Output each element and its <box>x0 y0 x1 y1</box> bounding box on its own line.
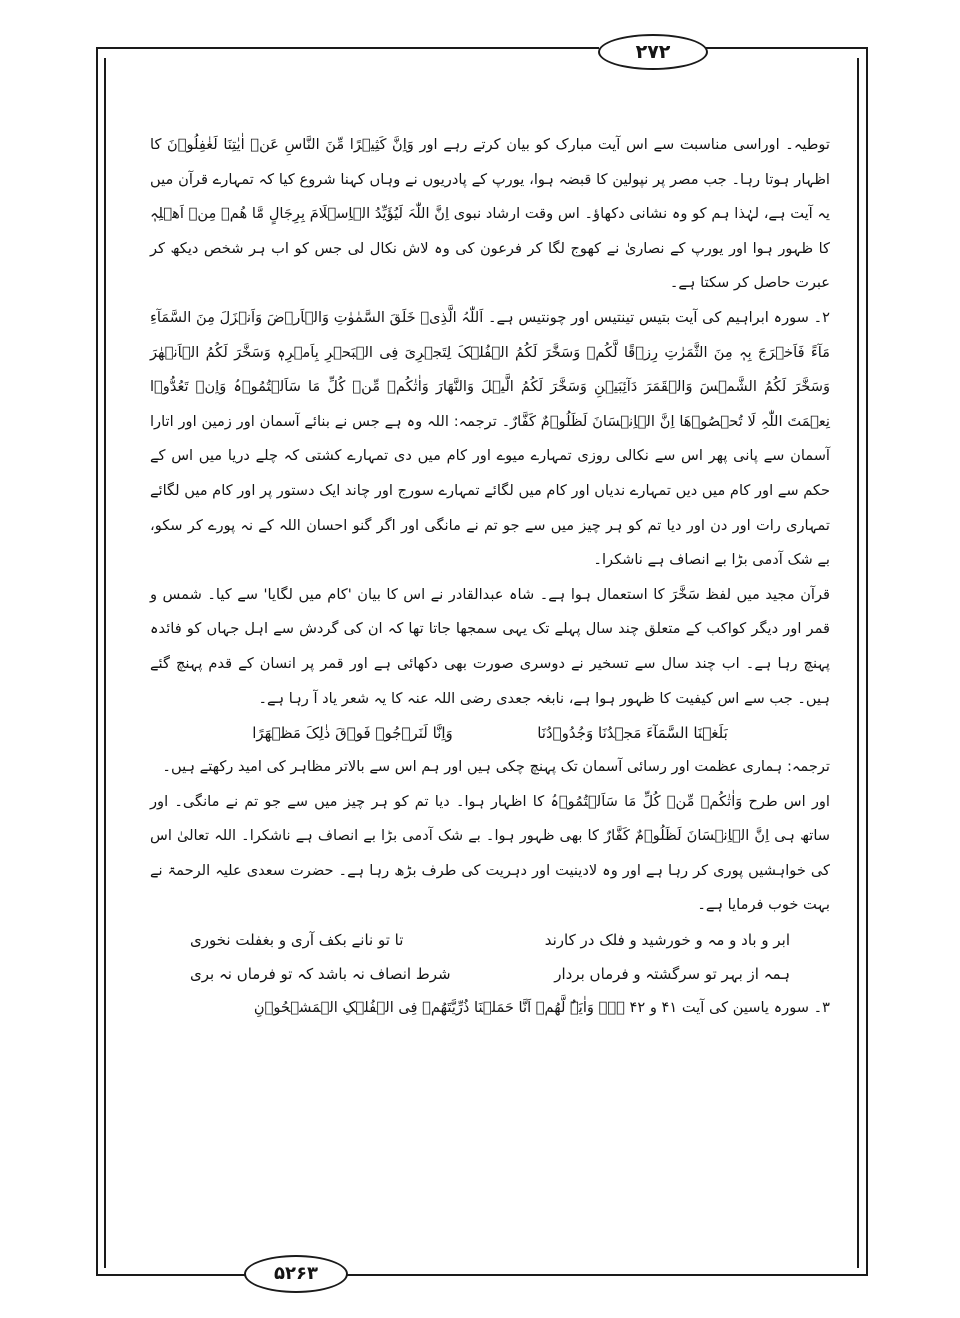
frame-right-line-inner <box>857 58 859 1268</box>
bottom-page-number: ۵۲۶۳ <box>244 1255 348 1293</box>
paragraph-3: قرآن مجید میں لفظ سَخَّرَ کا استعمال ہوا ہے۔ شاہ عبدالقادر نے اس کا بیان 'کام میں لگایا' سے کیا۔ شمس و قمر اور دیگر کواکب کے متعلق چند سال پہلے تک یہی سمجھا جاتا تھا کہ ان کی گردش سے اہل جہاں کو فائدہ پہنچ رہا ہے۔ اب چند سال سے تسخیر نے دوسری صورت بھی دکھائی ہے اور قمر پر انسان کے قدم پہنچ گئے ہیں۔ جب سے اس کیفیت کا ظہور ہوا ہے، نابغہ جعدی رضی اللہ عنہ کا یہ شعر یاد آ رہا ہے۔ <box>150 585 830 707</box>
frame-bottom-rule <box>96 1274 246 1276</box>
page-body <box>150 128 830 1158</box>
persian-couplet-1 <box>150 923 830 957</box>
paragraph-2: ۲۔ سورہ ابراہیم کی آیت بتیس تینتیس اور چونتیس ہے۔ اَللّٰہُ الَّذِیۡ خَلَقَ السَّمٰوٰتِ وَالۡاَرۡضَ وَاَنۡزَلَ مِنَ السَّمَآءِ مَآءً فَاَخۡرَجَ بِہٖ مِنَ الثَّمَرٰتِ رِزۡقًا لَّکُمۡ وَسَخَّرَ لَکُمُ الۡفُلۡکَ لِتَجۡرِیَ فِی الۡبَحۡرِ بِاَمۡرِہٖ وَسَخَّرَ لَکُمُ الۡاَنۡھٰرَ وَسَخَّرَ لَکُمُ الشَّمۡسَ وَالۡقَمَرَ دَآئِبَیۡنِ وَسَخَّرَ لَکُمُ الَّیۡلَ وَالنَّھَارَ وَاٰتٰکُمۡ مِّنۡ کُلِّ مَا سَاَلۡتُمُوۡہُ وَاِنۡ تَعُدُّوۡا نِعۡمَتَ اللّٰہِ لَا تُحۡصُوۡھَا اِنَّ الۡاِنۡسَانَ لَظَلُوۡمٌ کَفَّارٌ۔ ترجمہ: اللہ وہ ہے جس نے بنائے آسمان اور زمین اور اتارا آسمان سے پانی پھر اس سے نکالی روزی تمہارے میوے اور کام میں دی تمہارے کشتی کہ چلے دریا میں اس کے حکم سے اور کام میں دیں تمہارے ندیاں اور کام میں لگائے تمہارے سورج اور چاند ایک دستور پر اور کام میں لگائے تمہاری رات اور دن اور دیا تم کو ہر چیز میں سے جو تم نے مانگی اور اگر گنو احسان اللہ کے نہ پورے کر سکو، بے شک آدمی بڑا بے انصاف ہے ناشکرا۔ <box>150 308 830 569</box>
couplet-2-right: ہمہ از بہر تو سرگشتہ و فرماں بردار <box>554 965 790 984</box>
frame-left-line-inner <box>104 58 106 1268</box>
top-page-number: ۲۷۲ <box>598 34 708 70</box>
persian-couplet-2 <box>150 957 830 991</box>
closing-line: ۳۔ سورہ یاسین کی آیت ۴۱ و ۴۲ ہے۔ وَاٰیَۃٌ لَّھُمۡ اَنَّا حَمَلۡنَا ذُرِّیَّتَھُمۡ فِی الۡفُلۡکِ الۡمَشۡحُوۡنِ <box>253 999 830 1017</box>
paragraph-5: اور اس طرح وَاٰتٰکُمۡ مِّنۡ کُلِّ مَا سَاَلۡتُمُوۡہُ کا اظہار ہوا۔ دیا تم کو ہر چیز میں سے جو تم نے مانگی۔ اور ساتھ ہی اِنَّ الۡاِنۡسَانَ لَظَلُوۡمٌ کَفَّارٌ کا بھی ظہور ہوا۔ بے شک آدمی بڑا بے انصاف ہے ناشکرا۔ اللہ تعالیٰ اس کی خواہشیں پوری کر رہا ہے اور وہ لادینیت اور دہریت کی طرف بڑھ رہا ہے۔ حضرت سعدی علیہ الرحمۃ نے بہت خوب فرمایا ہے۔ <box>150 792 830 914</box>
frame-left-line-outer <box>96 47 98 1275</box>
frame-top-rule-right <box>706 47 866 49</box>
couplet-2-left: شرط انصاف نہ باشد کہ تو فرماں نہ بری <box>190 965 451 984</box>
verse-hemistich-right: بَلَغۡنَا السَّمَآءَ مَجۡدُنَا وَجُدُوۡدُنَا <box>537 724 728 743</box>
verse-hemistich-left: وَاِنَّا لَنَرۡجُوۡ فَوۡقَ ذٰلِکَ مَظۡھَرًا <box>252 724 453 743</box>
paragraph-1: توطیہ۔ اوراسی مناسبت سے اس آیت مبارک کو بیان کرتے رہے اور وَاِنَّ کَثِیۡرًا مِّنَ النَّاسِ عَنۡ اٰیٰتِنَا لَغٰفِلُوۡنَ کا اظہار ہوتا رہا۔ جب مصر پر نپولین کا قبضہ ہوا، یورپ کے پادریوں نے وہاں کہنا شروع کیا کہ تمہارے قرآن میں یہ آیت ہے، لہٰذا ہم کو وہ نشانی دکھاؤ۔ اس وقت ارشاد نبوی اِنَّ اللّٰہَ لَیُؤَیِّدُ الۡاِسۡلَامَ بِرِجَالٍ مَّا ھُمۡ مِنۡ اَھۡلِہٖ کا ظہور ہوا اور یورپ کے نصاریٰ نے کھوج لگا کر فرعون کی وہ لاش نکال لی جس کو اب ہر شخص دیکھ کر عبرت حاصل کر سکتا ہے۔ <box>150 136 830 292</box>
couplet-1-right: ابر و باد و مہ و خورشید و فلک در کارند <box>544 931 790 950</box>
frame-bottom-rule-right <box>346 1274 868 1276</box>
frame-right-line-outer <box>866 47 868 1275</box>
couplet-1-left: تا تو نانے بکف آری و بغفلت نخوری <box>190 931 404 950</box>
paragraph-4: ترجمہ: ہماری عظمت اور رسائی آسمان تک پہنچ چکی ہیں اور ہم اس سے بالاتر مظاہر کی امید رکھتے ہیں۔ <box>162 758 830 776</box>
arabic-verse <box>150 716 830 750</box>
frame-top-rule <box>96 47 599 49</box>
